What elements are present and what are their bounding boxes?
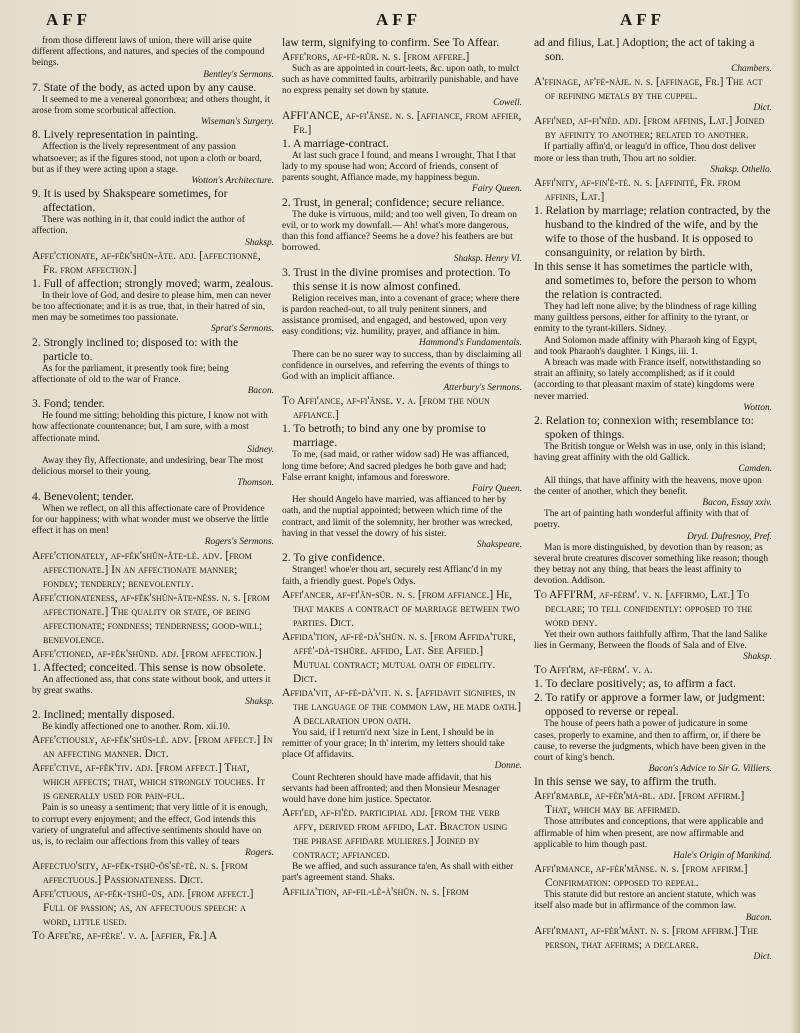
citation: Cowell. — [493, 97, 522, 108]
citation: Thomson. — [237, 478, 274, 489]
entry-headword: Affi'ned, af-fi'nèd. adj. [from affinis, Lat.] Joined by affinity to another; related to another. — [534, 115, 765, 142]
entry-headword: Affilia'tion, af-fil-lè-à'shŭn. n. s. [from — [282, 885, 469, 898]
citation: Rogers's Sermons. — [204, 537, 274, 548]
citation: Shaksp. Henry VI. — [453, 254, 522, 265]
quotation: All things, that have affinity with the heavens, move upon the center of another, which they benefit. — [534, 475, 762, 497]
quotation: Stranger! whoe'er thou art, securely rest Affianc'd in my faith, a friendly guest. Pope's Odys. — [282, 565, 503, 587]
definition: 7. State of the body, as acted upon by any cause. — [32, 80, 257, 94]
header-left: AFF — [46, 10, 92, 29]
quotation: A breach was made with France itself, notwithstanding so strait an affinity, so lately accomplished; as if it could (according to that pleasant maxim of state) kingdoms were never married. — [534, 358, 761, 402]
citation: Fairy Queen. — [472, 484, 522, 495]
entry-headword: To Affe're, af-fère'. v. a. [affier, Fr.] A — [32, 930, 218, 943]
quotation: There was nothing in it, that could indict the author of affection. — [32, 215, 245, 237]
definition: 8. Lively representation in painting. — [32, 128, 199, 142]
entry-headword: To Affi'rm, af-fèrm'. v. a. — [534, 664, 653, 677]
quotation: Such as are appointed in court-leets, &c. upon oath, to mulct such as have committed faults, arbitrarily punishable, and have no express penalty set down by statute. — [282, 64, 520, 97]
entry-headword: Affe'ctionateness, af-fĕk'shŭn-âte-nĕss. n. s. [from affectionate.] The quality or state, of being affectionate; fondness; tenderness; good-will; benevolence. — [32, 591, 270, 646]
entry-headword: Affi'rmable, af-fèr'mà-bl. adj. [from affirm.] That, which may be affirmed. — [534, 790, 745, 817]
citation: Wiseman's Surgery. — [200, 117, 274, 128]
quotation: Religion receives man, into a covenant of grace; where there is pardon reached-out, to all truly penitent sinners, and assistance promised, and engaged, and bestowed, upon very easy conditions; viz. humility, prayer, and affiance in him. — [282, 293, 520, 338]
quotation: The art of painting hath wonderful affinity with that of poetry. — [534, 509, 749, 531]
definition: In this sense we say, to affirm the truth. — [534, 775, 717, 789]
quotation: He found me sitting; beholding this picture, I know not with how affectionate countenance; but, I am sure, with a most affectionate mind. — [32, 411, 268, 444]
entry-headword: Affida'vit, af-fè-dà'vit. n. s. [affidavit signifies, in the language of the common law, he made oath.] A declaration upon oath. — [282, 686, 522, 727]
entry-headword: Affi'ed, af-fi'èd. participial adj. [from the verb affy, derived from affido, Lat. Bracton using the phrase affidare mulieres.] Joined by contract; affianced. — [282, 807, 508, 862]
entry-headword: Affe'rors, af-fè-rŭr. n. s. [from affere.] — [282, 51, 470, 63]
column-left — [32, 36, 274, 1026]
entry-headword: Affi'rmant, af-fèr'mânt. n. s. [from affirm.] The person, that affirms; a declarer. — [534, 924, 759, 951]
quotation: If partially affin'd, or leagu'd in office, Thou dost deliver more or less than truth, Thou art no soldier. — [534, 142, 756, 164]
quotation: There can be no surer way to success, than by disclaiming all confidence in ourselves, and referring the events of things to God with an implicit affiance. — [282, 349, 522, 383]
definition: 9. It is used by Shakspeare sometimes, for affectation. — [32, 187, 228, 215]
quotation: It seemed to me a venereal gonorrhœa; and others thought, it arose from some scorbutical affection. — [32, 94, 270, 117]
quotation: When we reflect, on all this affectionate care of Providence for our happiness; with what wonder must we observe the little effect it has on men! — [32, 503, 269, 537]
definition: 3. Fond; tender. — [32, 397, 105, 411]
citation: Shaksp. Othello. — [710, 164, 772, 175]
citation: Shaksp. — [245, 237, 274, 248]
citation: Shaksp. — [245, 696, 274, 707]
header-center: AFF — [376, 10, 422, 29]
definition: 2. To ratify or approve a former law, or judgment: opposed to reverse or repeal. — [534, 691, 765, 719]
citation: Bacon. — [247, 386, 274, 397]
citation: Bacon. — [745, 912, 772, 923]
citation: Dryd. Dufresnoy, Pref. — [687, 531, 772, 542]
definition: 4. Benevolent; tender. — [32, 489, 134, 503]
running-header — [0, 10, 800, 32]
definition: ad and filius, Lat.] Adoption; the act of taking a son. — [534, 36, 755, 63]
quotation: And Solomon made affinity with Pharaoh king of Egypt, and took Pharaoh's daughter. 1 Kings, iii. 1. — [534, 335, 758, 357]
quotation: At last such grace I found, and means I wrought, That I that lady to my spouse had won; Accord of friends, consent of parents sought, Affiance made, my happiness begun. — [282, 150, 516, 184]
column-right — [534, 36, 772, 1026]
citation: Donne. — [494, 761, 522, 772]
entry-headword: Affe'ctioned, af-fĕk'shŭnd. adj. [from affection.] — [32, 647, 262, 660]
quotation: An affectioned ass, that cons state without book, and utters it by great swaths. — [32, 674, 271, 696]
quotation: Her should Angelo have married, was affianced to her by oath, and the nuptial appointed; between which time of the contract, and limit of the solemnity, her brother was wrecked, having in that vessel the dowry of his sister. — [282, 495, 513, 539]
citation: Bacon's Advice to Sir G. Villiers. — [648, 764, 772, 775]
citation: Rogers. — [245, 848, 274, 859]
definition: 2. Strongly inclined to; disposed to: with the particle to. — [32, 335, 239, 363]
quotation: They had left none alive; by the blindness of rage killing many guiltless persons, either for affinity to the tyrant, or enmity to the tyrant-killers. Sidney. — [534, 302, 757, 335]
entry-headword: Affe'ctionate, af-fĕk'shŭn-âte. adj. [affectionné, Fr. from affection.] — [32, 249, 261, 276]
citation: Hale's Origin of Mankind. — [673, 850, 772, 861]
citation: Camden. — [738, 464, 772, 475]
page-edge-shadow — [790, 0, 800, 1033]
column-middle — [282, 36, 522, 1026]
definition: 1. To betroth; to bind any one by promise to marriage. — [282, 422, 486, 450]
entry-headword: AFFI'ANCE, af-fi'ânse. n. s. [affiance, from affier, Fr.] — [282, 109, 522, 136]
definition: 2. Inclined; mentally disposed. — [32, 708, 175, 722]
header-right: AFF — [620, 10, 666, 29]
quotation: Pain is so uneasy a sentiment; that very little of it is enough, to corrupt every enjoyment; and the effect, God intends this variety of ungrateful and affective sentiments should have on us, is, to reclaim our affections from this valley of tears — [32, 803, 268, 847]
citation: Wotton. — [743, 402, 772, 413]
entry-headword: Affida'tion, af-fè-dà'shŭn. n. s. [from Affida'ture, affè'-dà-tshŭre. affido, Lat. See Affied.] Mutual contract; mutual oath of fidelity. Dict. — [282, 630, 516, 685]
entry-headword: To Affi'ance, af-fi'ânse. v. a. [from the noun affiance.] — [282, 395, 490, 422]
quotation: Those attributes and conceptions, that were applicable and affirmable of him when present, are now affirmable and applicable to him though past. — [534, 817, 764, 850]
entry-headword: Affe'ctive, af-fĕk'tiv. adj. [from affect.] That, which affects; that, which strongly touches. It is generally used for pain-ful. — [32, 762, 266, 803]
quotation: Count Rechteren should have made affidavit, that his servants had been affronted; and then Monsieur Mesnager would have done him justice. Spectator. — [282, 772, 500, 805]
entry-headword: A'ffinage, af'fè-nàje. n. s. [affinage, Fr.] The act of refining metals by the cuppel. — [534, 76, 763, 103]
entry-headword: Affe'ctionately, af-fĕk'shŭn-âte-lè. adv. [from affectionate.] In an affectionate manner; fondly; tenderly; benevolently. — [32, 549, 252, 590]
quotation: Be we affied, and such assurance ta'en, As shall with either part's agreement stand. Shaks. — [282, 862, 514, 884]
citation: Sprat's Sermons. — [211, 324, 274, 335]
quotation: You said, if I return'd next 'size in Lent, I should be in remitter of your grace; In th' interim, my letters should take place Of affidavits. — [282, 727, 505, 761]
quotation: The British tongue or Welsh was in use, only in this island; having great affinity with the old Gallick. — [534, 442, 766, 464]
definition: 1. Full of affection; strongly moved; warm, zealous. — [32, 276, 274, 290]
entry-headword: Affi'nity, af-fin'è-tè. n. s. [affinité, Fr. from affinis, Lat.] — [534, 177, 741, 204]
citation: Wotton's Architecture. — [191, 176, 274, 187]
entry-headword: Affe'ctuous, af-fĕk-tshŭ-ŭs, adj. [from affect.] Full of passion; as, an affectuous speech: a word, little used. — [32, 888, 254, 929]
definition: 1. A marriage-contract. — [282, 136, 389, 150]
citation: Fairy Queen. — [472, 184, 522, 195]
quotation: from those different laws of union, there will arise quite different affections, and natures, and species of the compound beings. — [32, 36, 265, 69]
quotation: As for the parliament, it presently took fire; being affectionate of old to the war of France. — [32, 363, 229, 385]
citation: Bacon, Essay xxiv. — [702, 498, 772, 509]
citation: Sidney. — [247, 444, 274, 455]
citation: Hammond's Fundamentals. — [418, 338, 522, 349]
quotation: Be kindly affectioned one to another. Rom. xii.10. — [42, 722, 231, 733]
entry-headword: Affi'rmance, af-fèr'mânse. n. s. [from affirm.] Confirmation: opposed to repeal. — [534, 863, 748, 890]
quotation: Affection is the lively representment of any passion whatsoever; as if the figures stood, not upon a cloth or board, but as if they were acting upon a stage. — [32, 142, 262, 175]
citation: Shakspeare. — [476, 540, 522, 551]
citation: Atterbury's Sermons. — [443, 383, 522, 394]
quotation: In their love of God, and desire to please him, men can never be too affectionate; and it is as true, that, in their hatred of sin, men may be sometimes too passionate. — [32, 290, 272, 324]
entry-headword: Affe'ctiously, af-fĕk'shŭs-lè. adv. [from affect.] In an affecting manner. Dict. — [32, 734, 273, 761]
quotation: The duke is virtuous, mild; and too well given, To dream on evil, or to work my downfall.— Ah! what's more dangerous, than this fond affiance? Seems he a dove? his feathers are but borrowed. — [282, 209, 517, 254]
definition: law term, signifying to confirm. See To Affear. — [282, 36, 500, 49]
definition: 2. Relation to; connexion with; resemblance to: spoken of things. — [534, 414, 754, 442]
entry-headword: To AFFI'RM, af-fèrm'. v. n. [affirmo, Lat.] To declare; to tell confidently: opposed to the word deny. — [534, 588, 753, 629]
definition: 1. Relation by marriage; relation contracted, by the husband to the kindred of the wife, and by the wife to those of the husband. It is opposed to consanguinity, or relation by birth. — [534, 204, 771, 260]
quotation: The house of peers hath a power of judicature in some cases, properly to examine, and then to affirm, or, if there be cause, to reverse the judgments, which have been given in the court of king's bench. — [534, 719, 766, 763]
quotation: Yet their own authors faithfully affirm, That the land Salike lies in Germany, Between the floods of Sala and of Elve. — [534, 629, 768, 651]
citation: Bentley's Sermons. — [203, 69, 274, 80]
quotation: This statute did but restore an ancient statute, which was itself also made but in affirmance of the common law. — [534, 890, 756, 912]
quotation: Away they fly, Affectionate, and undesiring, bear The most delicious morsel to their young. — [32, 456, 264, 478]
citation: Chambers. — [731, 64, 772, 74]
citation: Dict. — [753, 103, 772, 114]
citation: Dict. — [753, 951, 772, 962]
definition: 2. To give confidence. — [282, 551, 385, 565]
definition: 1. To declare positively; as, to affirm a fact. — [534, 677, 736, 691]
quotation: Man is more distinguished, by devotion than by reason; as several brute creatures discover something like reason; though they betray not any thing, that bears the least affinity to devotion. Addison. — [534, 542, 769, 587]
entry-headword: Affi'ancer, af-fi'ân-sŭr. n. s. [from affiance.] He, that makes a contract of marriage between two parties. Dict. — [282, 588, 520, 629]
entry-headword: Affectuo'sity, af-fĕk-tshŭ-ŏs'sè-tè. n. s. [from affectuous.] Passionateness. Dict. — [32, 860, 248, 887]
definition: 2. Trust, in general; confidence; secure reliance. — [282, 195, 505, 209]
citation: Shaksp. — [743, 652, 772, 663]
definition: In this sense it has sometimes the particle with, and sometimes to, before the person to whom the relation is contracted. — [534, 260, 757, 302]
quotation: To me, (sad maid, or rather widow sad) He was affianced, long time before; And sacred pledges he both gave and had; False errant knight, infamous and foreswore. — [282, 450, 510, 483]
definition: 1. Affected; conceited. This sense is now obsolete. — [32, 660, 266, 674]
definition: 3. Trust in the divine promises and protection. To this sense it is now almost confined. — [282, 265, 511, 293]
